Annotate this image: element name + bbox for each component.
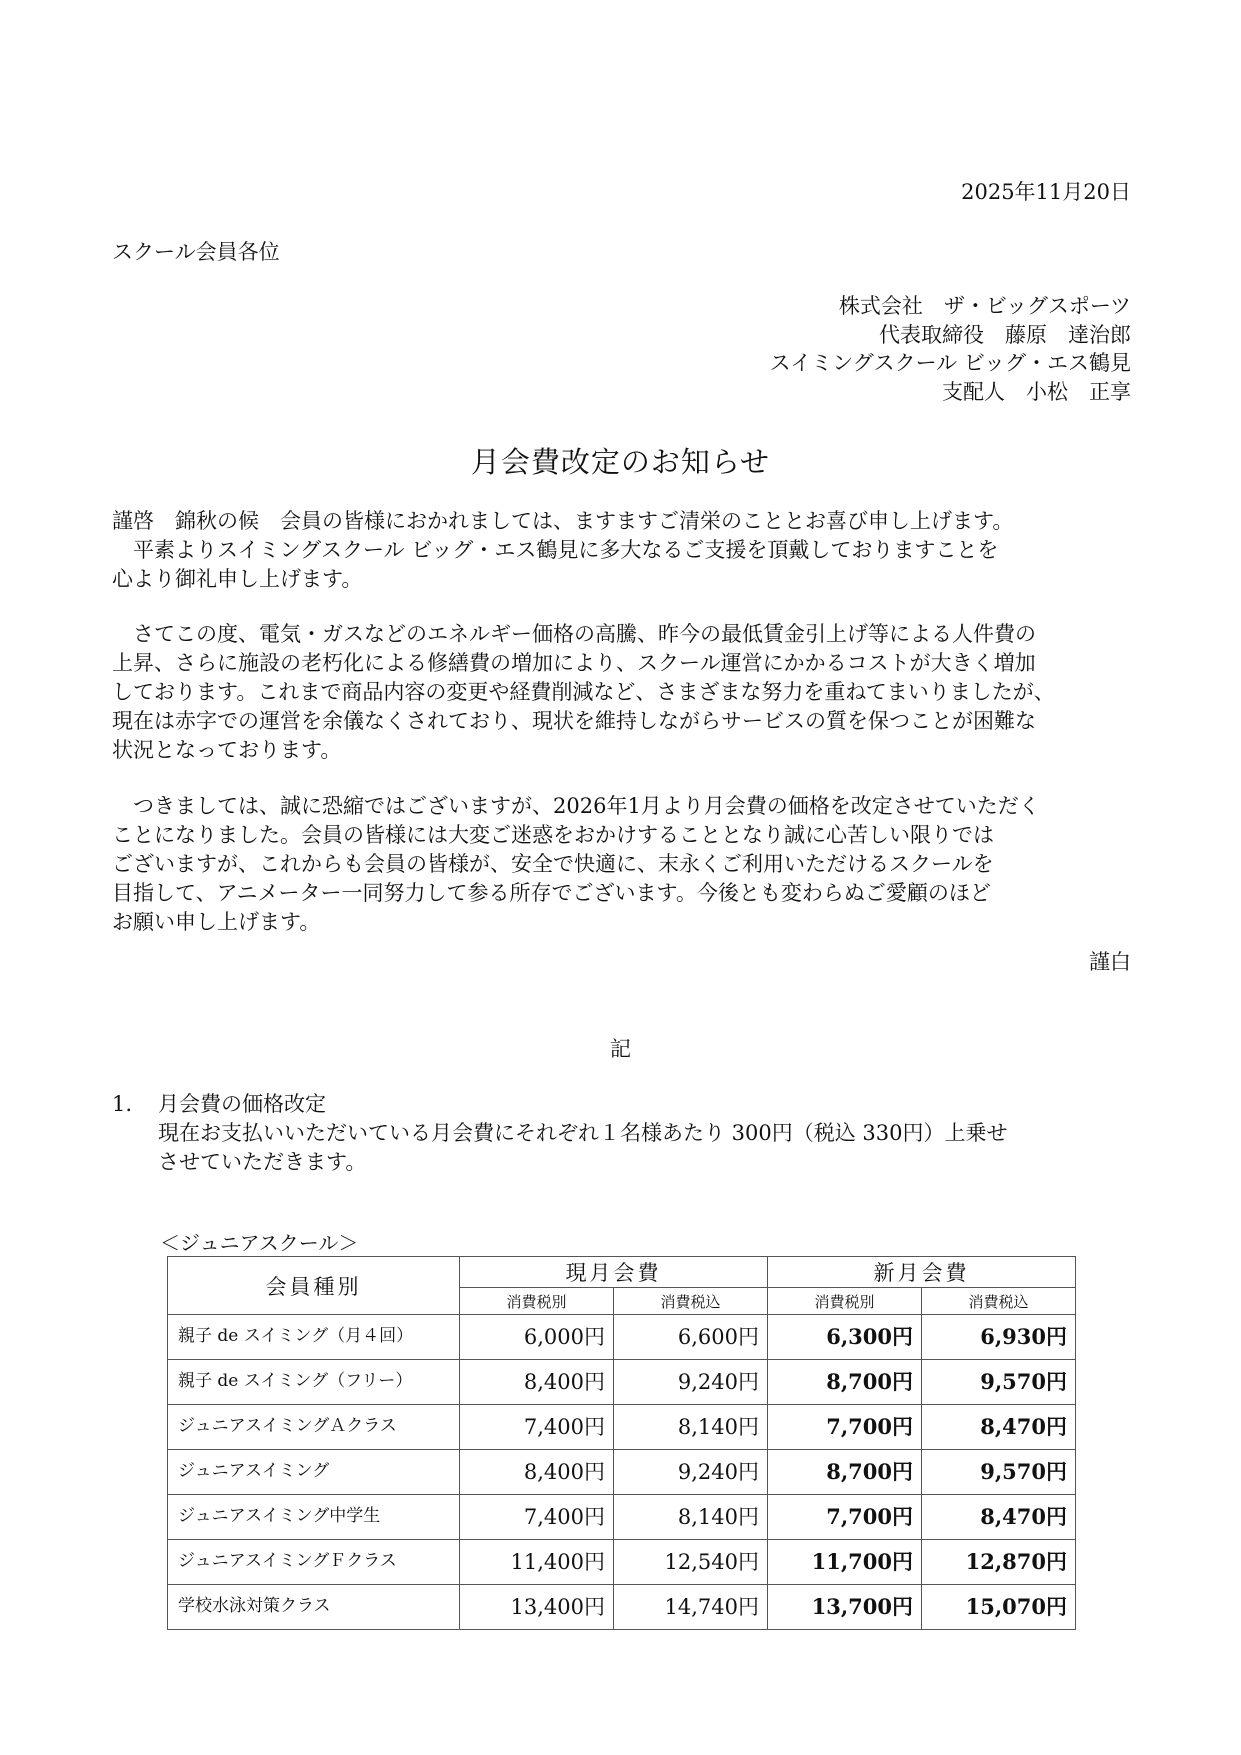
member-type-cell: 学校水泳対策クラス: [168, 1585, 460, 1630]
paragraph-line: 上昇、さらに施設の老朽化による修繕費の増加により、スクール運営にかかるコストが大きく増加: [112, 651, 1036, 675]
table-header-row: [168, 1257, 1076, 1288]
table-row: [168, 1405, 1076, 1450]
sender-block: [770, 292, 1131, 406]
current-excl-cell: 7,400円: [460, 1405, 614, 1450]
paragraph-line: しております。これまで商品内容の変更や経費削減など、さまざまな努力を重ねてまいりましたが、: [112, 680, 1055, 704]
current-excl-cell: 13,400円: [460, 1585, 614, 1630]
current-excl-cell: 8,400円: [460, 1360, 614, 1405]
current-incl-cell: 14,740円: [614, 1585, 768, 1630]
member-type-cell: ジュニアスイミング: [168, 1450, 460, 1495]
new-excl-cell: 8,700円: [768, 1450, 922, 1495]
header-current-incl-tax: 消費税込: [614, 1288, 768, 1315]
paragraph-announcement: [112, 792, 1132, 937]
current-incl-cell: 8,140円: [614, 1495, 768, 1540]
new-incl-cell: 8,470円: [922, 1405, 1076, 1450]
current-incl-cell: 6,600円: [614, 1315, 768, 1360]
new-excl-cell: 13,700円: [768, 1585, 922, 1630]
sender-company: 株式会社 ザ・ビッグスポーツ: [838, 294, 1131, 318]
paragraph-line: 謹啓 錦秋の候 会員の皆様におかれましては、ますますご清栄のこととお喜び申し上げます。: [112, 509, 1014, 533]
fee-table: [167, 1256, 1076, 1630]
paragraph-line: 心より御礼申し上げます。: [112, 567, 363, 591]
sender-representative: 代表取締役 藤原 達治郎: [879, 322, 1131, 347]
new-incl-cell: 15,070円: [922, 1585, 1076, 1630]
table-row: [168, 1495, 1076, 1540]
table-row: [168, 1585, 1076, 1630]
new-excl-cell: 7,700円: [768, 1405, 922, 1450]
new-excl-cell: 7,700円: [768, 1495, 922, 1540]
current-incl-cell: 8,140円: [614, 1405, 768, 1450]
header-new-fee: 新月会費: [768, 1257, 1076, 1288]
header-new-incl-tax: 消費税込: [922, 1288, 1076, 1315]
paragraph-line: 目指して、アニメーター一同努力して参る所存でございます。今後とも変わらぬご愛顧のほど: [112, 881, 991, 905]
item-text-line: させていただきます。: [158, 1150, 367, 1174]
paragraph-line: 状況となっております。: [112, 738, 342, 762]
table-row: [168, 1360, 1076, 1405]
paragraph-line: ことになりました。会員の皆様には大変ご迷惑をおかけすることとなり誠に心苦しい限りでは: [112, 823, 994, 847]
item-number: 1.: [112, 1092, 133, 1116]
item-heading: 月会費の価格改定: [158, 1092, 326, 1116]
sender-manager: 支配人 小松 正享: [942, 379, 1131, 404]
current-excl-cell: 11,400円: [460, 1540, 614, 1585]
paragraph-line: お願い申し上げます。: [112, 910, 321, 934]
member-type-cell: ジュニアスイミング中学生: [168, 1495, 460, 1540]
member-type-cell: ジュニアスイミングＡクラス: [168, 1405, 460, 1450]
new-incl-cell: 9,570円: [922, 1360, 1076, 1405]
notes-item-1: [112, 1090, 1008, 1177]
new-excl-cell: 8,700円: [768, 1360, 922, 1405]
table-row: [168, 1315, 1076, 1360]
table-row: [168, 1540, 1076, 1585]
current-incl-cell: 9,240円: [614, 1450, 768, 1495]
paragraph-line: 現在は赤字での運営を余儀なくされており、現状を維持しながらサービスの質を保つことが困難な: [112, 709, 1036, 733]
paragraph-line: ございますが、これからも会員の皆様が、安全で快適に、末永くご利用いただけるスクールを: [112, 852, 994, 876]
new-excl-cell: 6,300円: [768, 1315, 922, 1360]
header-current-fee: 現月会費: [460, 1257, 768, 1288]
paragraph-greeting: [112, 507, 1132, 594]
sender-school: スイミングスクール ビッグ・エス鶴見: [769, 351, 1131, 375]
addressee: スクール会員各位: [112, 240, 280, 264]
current-excl-cell: 8,400円: [460, 1450, 614, 1495]
new-incl-cell: 12,870円: [922, 1540, 1076, 1585]
paragraph-line: つきましては、誠に恐縮ではございますが、2026年1月より月会費の価格を改定させていただく: [112, 794, 1040, 818]
new-incl-cell: 6,930円: [922, 1315, 1076, 1360]
item-text-line: 現在お支払いいただいている月会費にそれぞれ１名様あたり 300円（税込 330円）上乗せ: [158, 1121, 1008, 1145]
current-incl-cell: 9,240円: [614, 1360, 768, 1405]
header-current-excl-tax: 消費税別: [460, 1288, 614, 1315]
current-excl-cell: 6,000円: [460, 1315, 614, 1360]
document-title: 月会費改定のお知らせ: [470, 445, 771, 479]
member-type-cell: 親子 de スイミング（フリー）: [168, 1360, 460, 1405]
paragraph-reason: [112, 620, 1132, 765]
paragraph-line: さてこの度、電気・ガスなどのエネルギー価格の高騰、昨今の最低賃金引上げ等による人件費の: [112, 622, 1036, 646]
notes-heading: 記: [610, 1037, 631, 1061]
table-caption: ＜ジュニアスクール＞: [160, 1231, 359, 1255]
new-incl-cell: 9,570円: [922, 1450, 1076, 1495]
paragraph-line: 平素よりスイミングスクール ビッグ・エス鶴見に多大なるご支援を頂戴しておりますことを: [112, 538, 999, 562]
member-type-cell: ジュニアスイミングＦクラス: [168, 1540, 460, 1585]
new-excl-cell: 11,700円: [768, 1540, 922, 1585]
header-member-type: 会員種別: [168, 1257, 460, 1315]
header-new-excl-tax: 消費税別: [768, 1288, 922, 1315]
table-row: [168, 1450, 1076, 1495]
new-incl-cell: 8,470円: [922, 1495, 1076, 1540]
closing-word: 謹白: [1089, 950, 1131, 974]
current-excl-cell: 7,400円: [460, 1495, 614, 1540]
current-incl-cell: 12,540円: [614, 1540, 768, 1585]
member-type-cell: 親子 de スイミング（月４回）: [168, 1315, 460, 1360]
document-date: 2025年11月20日: [961, 180, 1131, 204]
